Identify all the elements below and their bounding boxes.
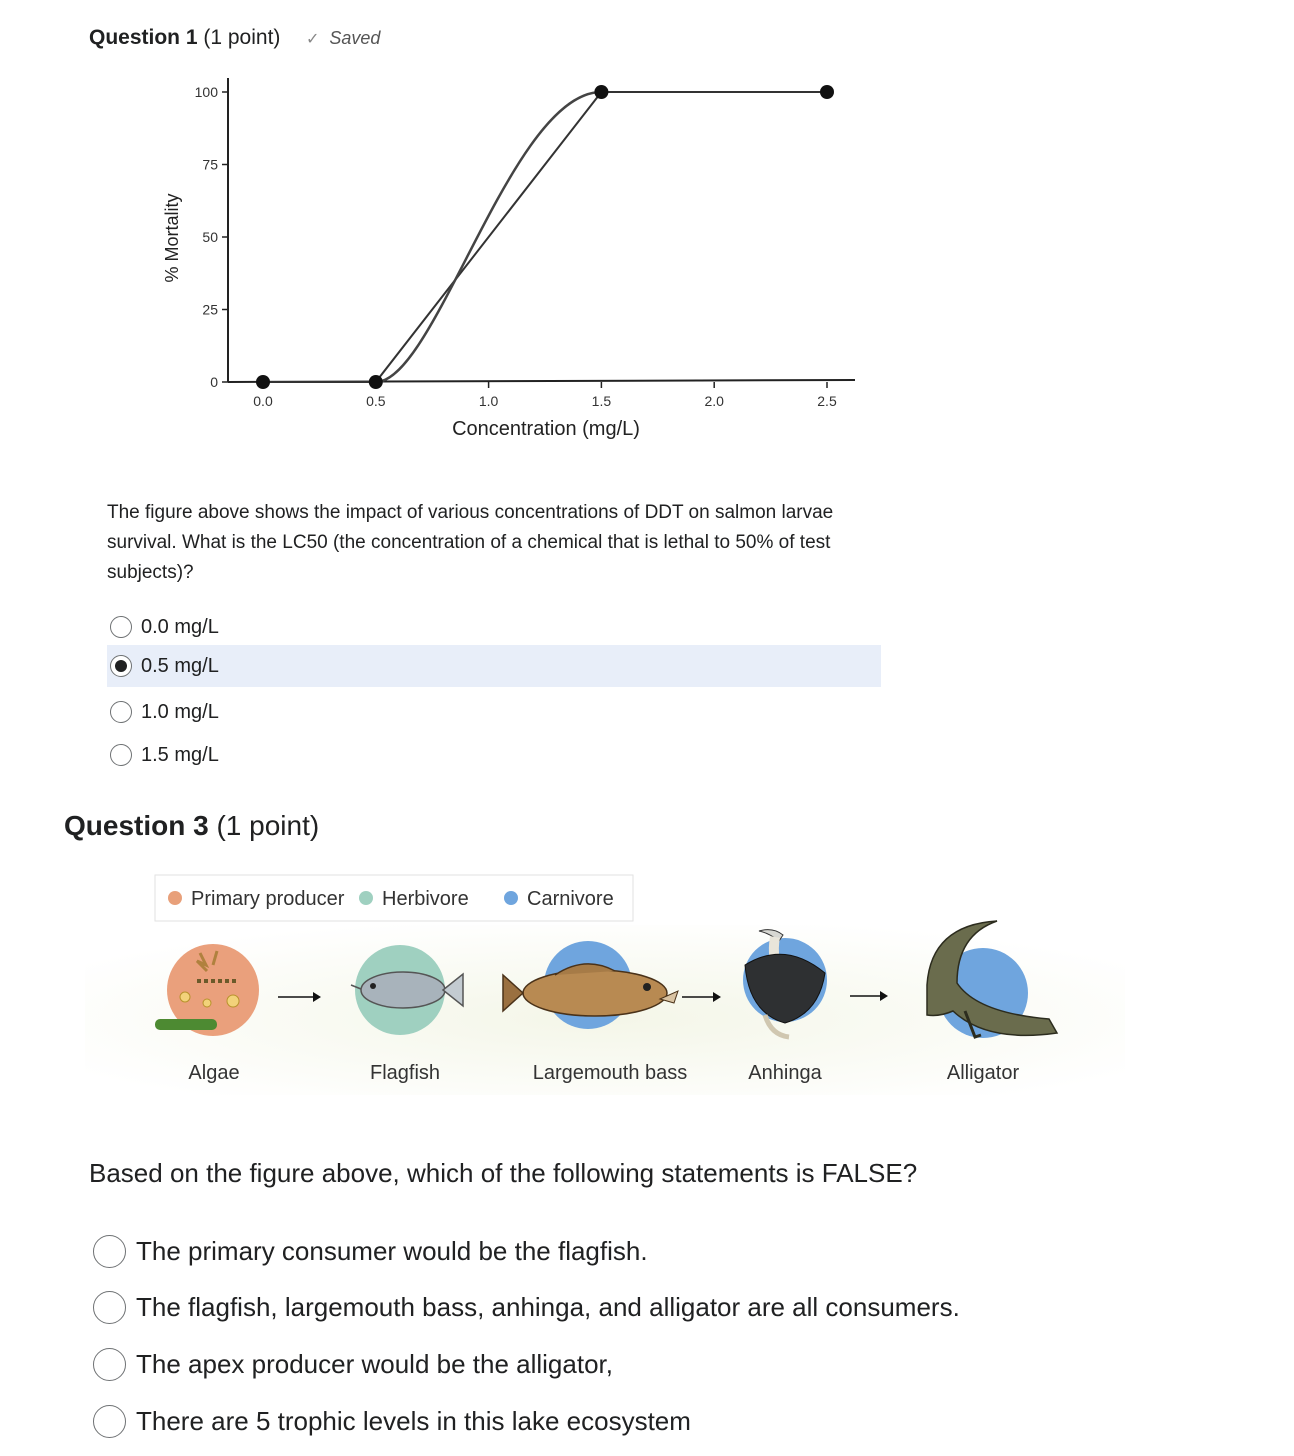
- organism-label-algae: Algae: [188, 1062, 240, 1084]
- organism-label-alligator: Alligator: [946, 1062, 1020, 1084]
- x-tick-label: 1.0: [478, 393, 499, 409]
- question-1-title: [89, 26, 280, 50]
- mortality-chart: [150, 60, 880, 450]
- option-label: 1.5 mg/L: [141, 743, 219, 766]
- question-1-label: Question 1: [89, 26, 198, 49]
- data-point: [369, 375, 383, 389]
- checkmark-icon: ✓: [306, 31, 320, 48]
- radio-button[interactable]: [110, 701, 132, 723]
- option-label: The primary consumer would be the flagfish.: [136, 1235, 648, 1266]
- option-1-5-mg-l[interactable]: [107, 734, 881, 776]
- y-tick-label: 25: [202, 301, 218, 318]
- series-line: [263, 92, 827, 382]
- organism-label-anhinga: Anhinga: [748, 1062, 822, 1084]
- legend-label-herbivore: Herbivore: [382, 888, 469, 910]
- radio-button-selected[interactable]: [110, 655, 132, 677]
- option-primary-consumer[interactable]: [93, 1229, 648, 1273]
- x-tick-label: 1.5: [591, 393, 612, 409]
- y-axis-label: % Mortality: [162, 193, 182, 283]
- question-1-text: The figure above shows the impact of various concentrations of DDT on salmon larvae survival. What is the LC50 (the concentration of a chemical that is lethal to 50% of test subjects)?: [107, 502, 834, 583]
- radio-button[interactable]: [110, 744, 132, 766]
- question-3-text: Based on the figure above, which of the following statements is FALSE?: [89, 1158, 918, 1188]
- food-chain-figure: [85, 865, 1125, 1105]
- radio-button[interactable]: [93, 1291, 126, 1324]
- option-1-0-mg-l[interactable]: [107, 691, 881, 733]
- radio-button[interactable]: [93, 1405, 126, 1438]
- option-0-0-mg-l[interactable]: [107, 606, 881, 648]
- legend-swatch-herbivore: [359, 891, 373, 905]
- data-point: [594, 85, 608, 99]
- option-label: The flagfish, largemouth bass, anhinga, and alligator are all consumers.: [136, 1291, 960, 1322]
- x-axis-label: Concentration (mg/L): [452, 418, 640, 440]
- y-tick-label: 0: [210, 374, 218, 390]
- option-label: 0.0 mg/L: [141, 615, 219, 638]
- x-tick-label: 0.0: [253, 393, 273, 409]
- y-tick-label: 100: [194, 84, 218, 100]
- y-tick-label: 50: [202, 229, 218, 245]
- organism-label-largemouth-bass: Largemouth bass: [532, 1062, 688, 1084]
- y-tick-label: 75: [202, 156, 218, 173]
- option-label: The apex producer would be the alligator,: [136, 1348, 613, 1379]
- legend-label-primary-producer: Primary producer: [191, 888, 345, 910]
- radio-button[interactable]: [110, 616, 132, 638]
- question-3-points: (1 point): [216, 810, 320, 841]
- option-all-consumers[interactable]: [93, 1285, 960, 1329]
- radio-dot-icon: [115, 660, 127, 672]
- y-tick-group: [195, 84, 228, 390]
- x-tick-label: 2.5: [817, 393, 837, 409]
- x-tick-label: 0.5: [366, 393, 386, 409]
- option-label: 1.0 mg/L: [141, 700, 219, 723]
- saved-status: [306, 28, 380, 49]
- organism-label-flagfish: Flagfish: [369, 1062, 441, 1084]
- legend-swatch-primary-producer: [168, 891, 182, 905]
- option-0-5-mg-l[interactable]: [107, 645, 881, 687]
- option-five-trophic-levels[interactable]: [93, 1399, 691, 1443]
- data-point: [256, 375, 270, 389]
- x-tick-label: 2.0: [704, 393, 724, 409]
- legend-swatch-carnivore: [504, 891, 518, 905]
- saved-label: Saved: [329, 28, 381, 48]
- legend-label-carnivore: Carnivore: [527, 888, 614, 910]
- question-3-label: Question 3: [64, 810, 209, 841]
- option-label: 0.5 mg/L: [141, 654, 219, 677]
- radio-button[interactable]: [93, 1235, 126, 1268]
- question-3-title: [64, 810, 319, 842]
- option-label: There are 5 trophic levels in this lake ecosystem: [136, 1405, 691, 1436]
- series-group: [256, 85, 834, 389]
- radio-button[interactable]: [93, 1348, 126, 1381]
- option-apex-producer[interactable]: [93, 1342, 613, 1386]
- data-point: [820, 85, 834, 99]
- x-tick-group: [253, 382, 837, 409]
- question-1-points: (1 point): [203, 26, 281, 49]
